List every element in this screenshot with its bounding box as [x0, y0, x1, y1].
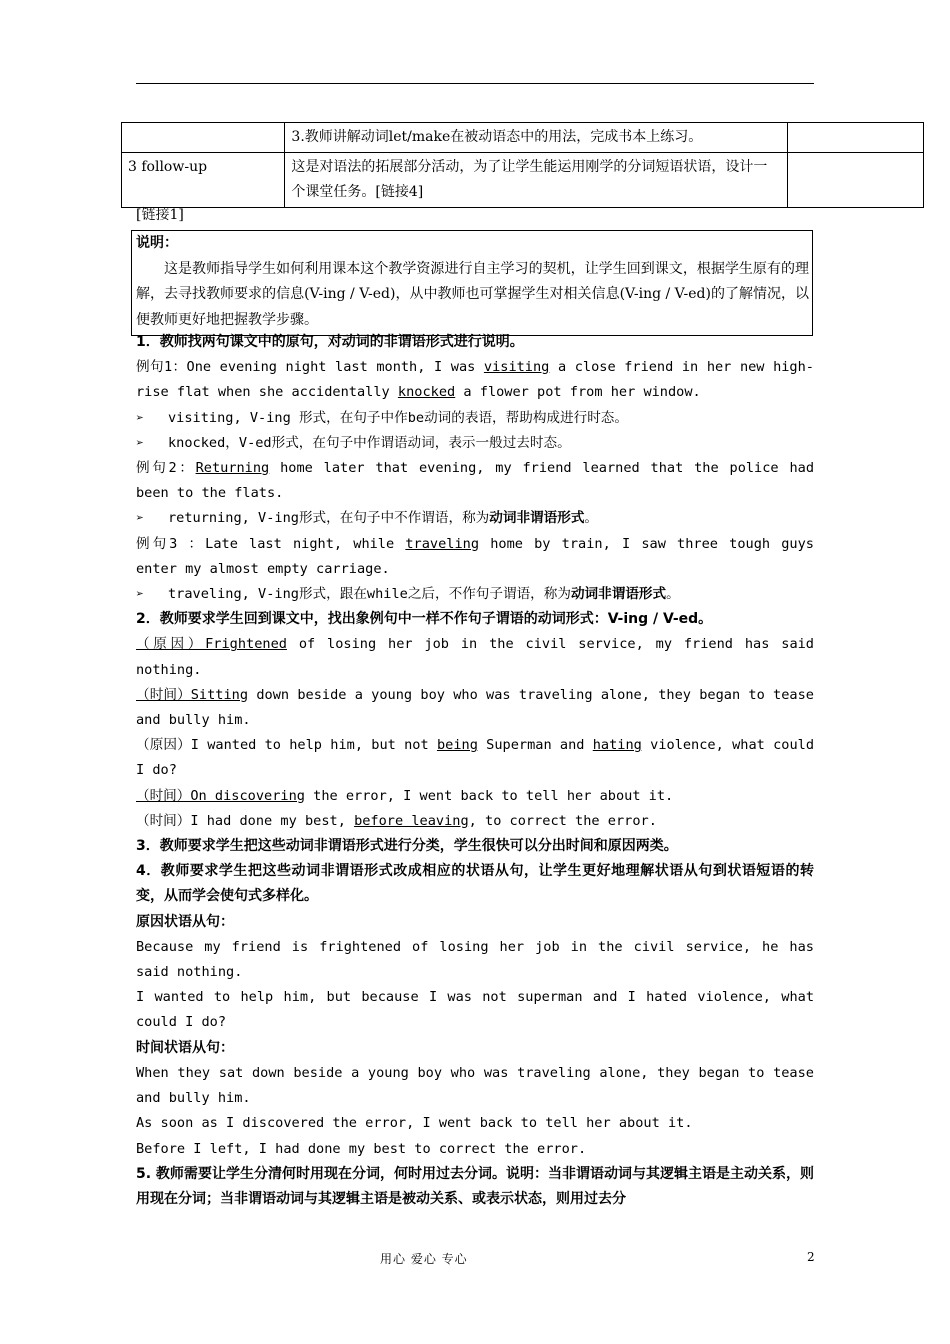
- example-text: One evening night last month, I was: [186, 359, 484, 376]
- bullet-knocked: ➢ knocked，V-ed形式，在句子中作谓语动词，表示一般过去时态。: [136, 431, 814, 456]
- example-1: [136, 355, 814, 405]
- table-cell-step: 3 follow-up: [122, 153, 285, 208]
- example-2: [136, 456, 814, 506]
- footer-motto: 用心 爱心 专心: [380, 1252, 468, 1266]
- underlined-phrase: （原因）Frightened: [136, 636, 287, 653]
- table-cell-activity: 这是对语法的拓展部分活动，为了让学生能运用刚学的分词短语状语，设计一个课堂任务。[链接4]: [285, 153, 787, 208]
- section-2-title: 2．教师要求学生回到课文中，找出象例句中一样不作句子谓语的动词形式：V-ing / V-ed。: [136, 611, 713, 628]
- header-rule: [136, 83, 814, 84]
- reason-clause-sentence: I wanted to help him, but because I was not superman and I hated violence, what could I do?: [136, 989, 814, 1031]
- bold-term: 动词非谓语形式: [489, 510, 585, 527]
- sentence-text: Superman and: [477, 737, 593, 754]
- example-text: a flower pot from her window.: [455, 384, 701, 401]
- text-sentence: [136, 809, 814, 834]
- bullet-traveling: [136, 582, 814, 607]
- page-number: 2: [807, 1250, 815, 1264]
- reason-clause-heading: 原因状语从句：: [136, 913, 234, 930]
- text-sentence: [136, 632, 814, 682]
- example-text: home by train, I saw three tough guys enter my almost empty carriage.: [136, 535, 814, 577]
- example-label: 例句1：: [136, 359, 187, 376]
- sentence-text: down beside a young boy who was traveling alone, they began to tease and bully him.: [136, 686, 814, 729]
- table-cell-note: [787, 123, 923, 153]
- underlined-word: visiting: [483, 359, 550, 376]
- example-3: [136, 532, 814, 582]
- sentence-text: （原因）I wanted to help him, but not: [136, 737, 437, 754]
- example-text: Late last night, while: [205, 535, 406, 552]
- bullet-text: traveling, V-ing形式，跟在while之后，不作句子谓语，称为: [168, 586, 571, 603]
- underlined-phrase: before leaving: [354, 812, 469, 829]
- table-cell-note: [787, 153, 923, 208]
- underlined-word: Returning: [195, 460, 270, 477]
- underlined-phrase: （时间）On discovering: [136, 787, 305, 804]
- text-sentence: [136, 733, 814, 783]
- table-cell-step: [122, 123, 285, 153]
- table-row: [122, 153, 924, 208]
- bullet-text: returning, V-ing形式，在句子中不作谓语，称为: [168, 510, 490, 527]
- time-clause-heading: 时间状语从句：: [136, 1039, 234, 1056]
- text-sentence: [136, 784, 814, 809]
- explanation-body: 这是教师指导学生如何利用课本这个教学资源进行自主学习的契机，让学生回到课文，根据学生原有的理解，去寻找教师要求的信息(V-ing / V-ed)，从中教师也可掌握学生对相关信息(V-ing / V-ed)的了解情况，以便教师更好地把握教学步骤。: [136, 260, 809, 328]
- section-1-title: 1．教师找两句课文中的原句，对动词的非谓语形式进行说明。: [136, 334, 524, 350]
- underlined-word: being: [436, 737, 478, 754]
- explanation-heading: 说明：: [136, 235, 178, 251]
- sentence-text: of losing her job in the civil service, my friend has said nothing.: [136, 636, 814, 678]
- link-1-label: [链接1]: [136, 207, 184, 223]
- time-clause-sentence: Before I left, I had done my best to correct the error.: [136, 1140, 587, 1157]
- lesson-content: [136, 330, 814, 1212]
- reason-clause-sentence: Because my friend is frightened of losing her job in the civil service, he has said nothing.: [136, 938, 814, 981]
- underlined-phrase: （时间）Sitting: [136, 686, 249, 703]
- section-5-title: 5. 教师需要让学生分清何时用现在分词，何时用过去分词。说明：当非谓语动词与其逻辑主语是主动关系，则用现在分词；当非谓语动词与其逻辑主语是被动关系、或表示状态，则用过去分: [136, 1165, 814, 1207]
- table-cell-activity: 3.教师讲解动词let/make在被动语态中的用法，完成书本上练习。: [285, 123, 787, 153]
- bullet-visiting: ➢ visiting, V-ing 形式，在句子中作be动词的表语，帮助构成进行时态。: [136, 406, 814, 431]
- explanation-box: [131, 230, 813, 336]
- bold-term: 动词非谓语形式: [570, 586, 667, 603]
- underlined-word: knocked: [397, 384, 456, 401]
- example-label: 例句2：: [136, 460, 196, 477]
- bullet-text: 。: [666, 586, 680, 603]
- example-text: home later that evening, my friend learned that the police had been to the flats.: [136, 460, 815, 502]
- example-text: a close friend in her new high-rise flat when she accidentally: [136, 359, 814, 401]
- bullet-returning: [136, 506, 814, 531]
- table-row: [122, 123, 924, 153]
- sentence-text: the error, I went back to tell her about it.: [304, 787, 674, 804]
- example-label: 例句3 ：: [136, 535, 206, 552]
- section-4-title: 4．教师要求学生把这些动词非谓语形式改成相应的状语从句，让学生更好地理解状语从句到状语短语的转变，从而学会使句式多样化。: [136, 863, 814, 905]
- sentence-text: , to correct the error.: [468, 812, 657, 829]
- sentence-text: violence, what could I do?: [136, 737, 815, 779]
- section-3-title: 3．教师要求学生把这些动词非谓语形式进行分类，学生很快可以分出时间和原因两类。: [136, 838, 678, 855]
- underlined-word: traveling: [405, 535, 480, 552]
- time-clause-sentence: When they sat down beside a young boy who was traveling alone, they began to tease and bully him.: [136, 1064, 814, 1107]
- underlined-word: hating: [592, 737, 642, 754]
- text-sentence: [136, 683, 814, 733]
- lesson-steps-table: [121, 122, 924, 208]
- sentence-text: （时间）I had done my best,: [136, 812, 355, 829]
- time-clause-sentence: As soon as I discovered the error, I went back to tell her about it.: [136, 1115, 693, 1132]
- bullet-text: 。: [584, 510, 599, 527]
